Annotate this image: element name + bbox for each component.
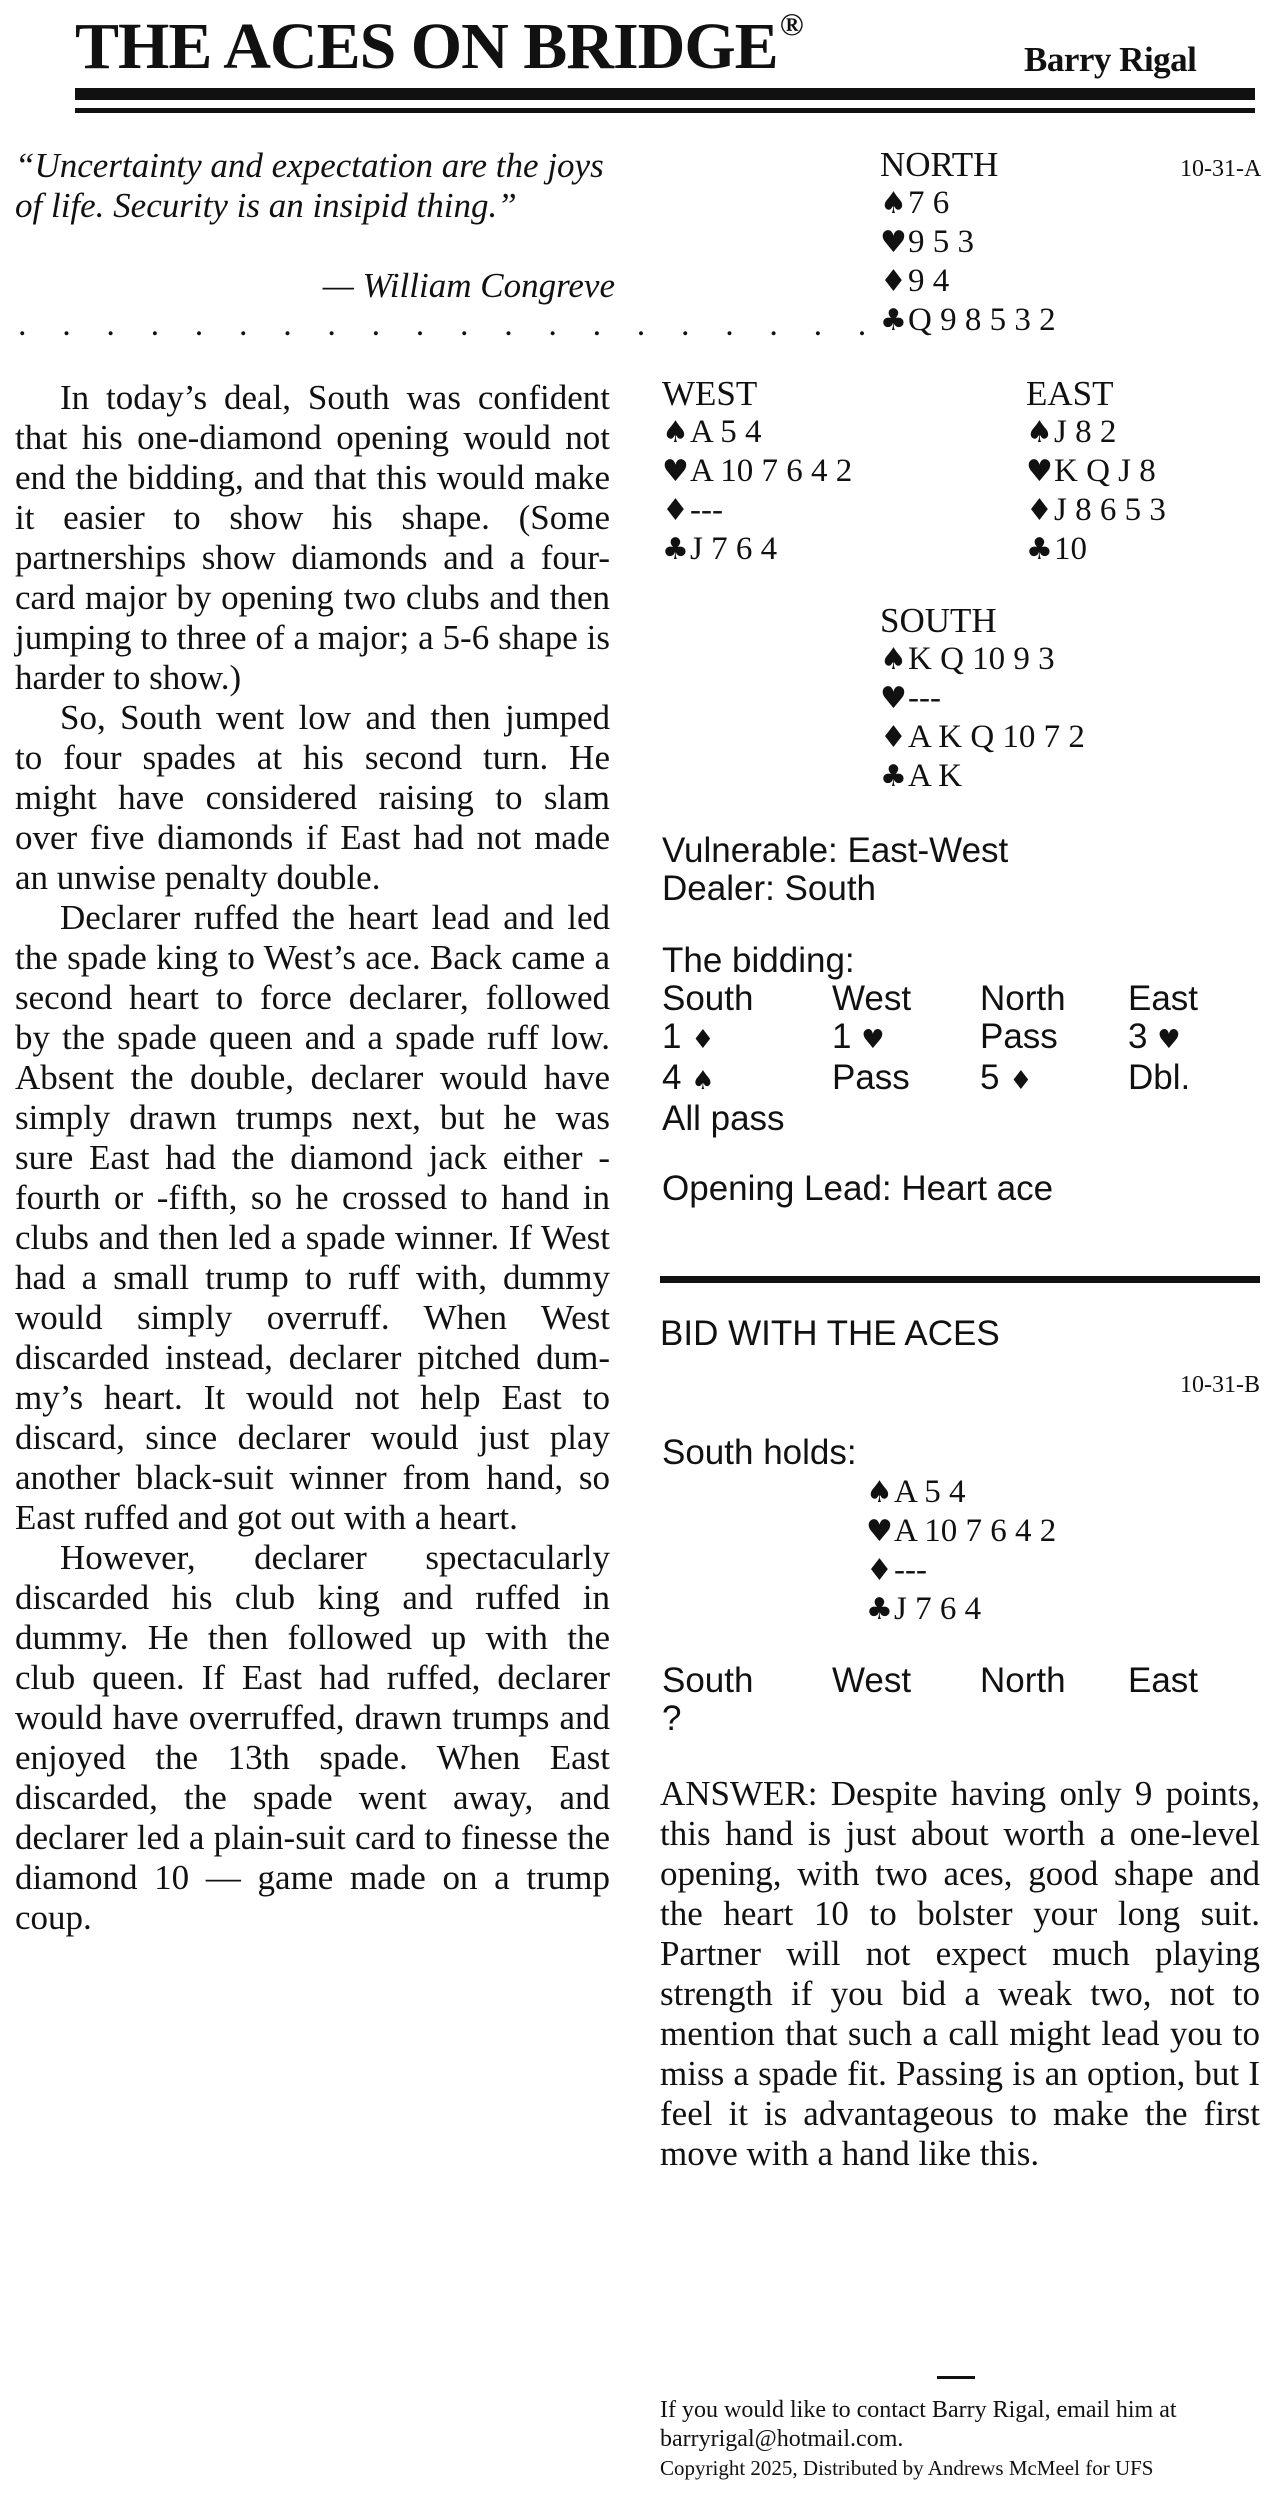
spade-icon: ♠ <box>1026 415 1053 450</box>
diamond-icon: ♦ <box>866 1553 893 1588</box>
article-paragraph: So, South went low and then jumped to four spades at his second turn. He might have considered raising to slam over five diamonds if East had not made an unwise penalty double. <box>15 698 610 897</box>
bid-cell: 1 ♥ <box>832 1017 885 1056</box>
bidding-table <box>662 980 1248 1138</box>
epigraph-quote: “Uncertainty and expectation are the joys of life. Security is an insipid thing.” <box>15 146 604 225</box>
diamond-icon: ♦ <box>662 493 689 528</box>
copyright: Copyright 2025, Distributed by Andrews McMeel for UFS <box>660 2456 1154 2480</box>
article-body <box>15 378 610 1938</box>
spade-icon: ♠ <box>880 186 907 221</box>
north-label: NORTH <box>880 145 999 184</box>
north-hand <box>880 146 1056 340</box>
heart-icon: ♥ <box>880 225 907 260</box>
diamond-icon: ♦ <box>691 1025 715 1055</box>
east-spades: J 8 2 <box>1054 414 1117 450</box>
auction-question: ? <box>662 1699 682 1738</box>
deal-conditions <box>662 832 1008 908</box>
auction-header: East <box>1128 1661 1199 1700</box>
dealer: Dealer: South <box>662 869 877 908</box>
problem-hand <box>866 1473 1056 1629</box>
epigraph-author: — William Congreve <box>322 266 615 305</box>
problem-diamonds: --- <box>894 1552 927 1588</box>
contact-info: If you would like to contact Barry Rigal, email him at barryrigal@hotmail.com. <box>660 2397 1177 2452</box>
club-icon: ♣ <box>1026 532 1053 567</box>
registered-mark: ® <box>779 6 803 42</box>
north-hearts: 9 5 3 <box>908 224 974 260</box>
bid-header: South <box>662 979 754 1018</box>
west-label: WEST <box>662 374 758 413</box>
footer <box>660 2396 1280 2483</box>
south-spades: K Q 10 9 3 <box>908 641 1055 677</box>
bid-with-aces-title: BID WITH THE ACES <box>660 1314 1000 1353</box>
west-hand <box>662 375 852 569</box>
bid-header: North <box>980 979 1066 1018</box>
article-paragraph: In today’s deal, South was confident that his one-diamond opening would not end the bidding, and that this would make it easier to show his shape. (Some partnerships show diamonds and a four-card major by opening two clubs and then jumping to three of a major; a 5-6 shape is harder to show.) <box>15 378 610 697</box>
auction-header: North <box>980 1661 1066 1700</box>
south-holds-label: South holds: <box>662 1433 857 1472</box>
south-hearts: --- <box>908 680 941 716</box>
south-label: SOUTH <box>880 601 997 640</box>
bid-cell: 1 ♦ <box>662 1017 715 1056</box>
club-icon: ♣ <box>880 303 907 338</box>
west-hearts: A 10 7 6 4 2 <box>690 453 853 489</box>
auction-header: West <box>832 1661 912 1700</box>
heart-icon: ♥ <box>861 1025 885 1055</box>
heart-icon: ♥ <box>662 454 689 489</box>
problem-clubs: J 7 6 4 <box>894 1591 982 1627</box>
problem-code: 10-31-B <box>1180 1372 1260 1398</box>
bid-cell: 3 ♥ <box>1128 1017 1181 1056</box>
bid-cell: Pass <box>832 1058 910 1097</box>
bid-cell: 4 ♠ <box>662 1058 715 1097</box>
north-diamonds: 9 4 <box>908 263 950 299</box>
problem-spades: A 5 4 <box>894 1474 966 1510</box>
east-hearts: K Q J 8 <box>1054 453 1156 489</box>
club-icon: ♣ <box>866 1592 893 1627</box>
article-paragraph: However, declarer spectacularly discarded his club king and ruffed in dummy. He then followed up with the club queen. If East had ruffed, declarer would have overruffed, drawn trumps and enjoyed the 13th spade. When East discarded, the spade went away, and declarer led a plain-suit card to finesse the diamond 10 — game made on a trump coup. <box>15 1538 610 1937</box>
south-diamonds: A K Q 10 7 2 <box>908 719 1085 755</box>
diamond-icon: ♦ <box>880 264 907 299</box>
bid-cell: 5 ♦ <box>980 1058 1033 1097</box>
bid-header: West <box>832 979 912 1018</box>
club-icon: ♣ <box>662 532 689 567</box>
east-clubs: 10 <box>1054 531 1087 567</box>
bid-cell: Dbl. <box>1128 1058 1191 1097</box>
bid-cell: All pass <box>662 1099 785 1138</box>
answer-text: ANSWER: Despite having only 9 points, this hand is just about worth a one-level opening, with two aces, good shape and the heart 10 to bolster your long suit. Partner will not expect much playing strength if you bid a weak two, not to mention that such a call might lead you to miss a spade fit. Passing is an option, but I feel it is advantageous to make the first move with a hand like this. <box>660 1774 1260 2173</box>
bid-cell: Pass <box>980 1017 1058 1056</box>
author-name: Barry Rigal <box>1024 40 1197 79</box>
vulnerability: Vulnerable: East-West <box>662 831 1009 870</box>
spade-icon: ♠ <box>880 642 907 677</box>
footer-dash <box>937 2376 975 2379</box>
club-icon: ♣ <box>880 759 907 794</box>
section-rule <box>660 1276 1260 1283</box>
article-paragraph: Declarer ruffed the heart lead and led the spade king to West’s ace. Back came a second heart to force declarer, followed by the spade queen and a spade ruff low. Absent the double, declarer would have simply drawn trumps next, but he was sure East had the diamond jack either -fourth or -fifth, so he crossed to hand in clubs and then led a spade winner. If West had a small trump to ruff with, dummy would simply overruff. When West discarded instead, declarer pitched dummy’s heart. It would not help East to discard, since declarer would just play another black-suit winner from hand, so East ruffed and got out with a heart. <box>15 898 610 1537</box>
heart-icon: ♥ <box>866 1514 893 1549</box>
north-clubs: Q 9 8 5 3 2 <box>908 302 1056 338</box>
spade-icon: ♠ <box>866 1475 893 1510</box>
spade-icon: ♠ <box>691 1066 715 1096</box>
diamond-icon: ♦ <box>880 720 907 755</box>
west-spades: A 5 4 <box>690 414 762 450</box>
auction-header: South <box>662 1661 754 1700</box>
diamond-icon: ♦ <box>1026 493 1053 528</box>
column-title: THE ACES ON BRIDGE® <box>75 6 803 83</box>
problem-auction <box>662 1662 1248 1738</box>
east-hand <box>1026 375 1166 569</box>
dotted-separator: . . . . . . . . . . . . . . . . . . . . <box>18 306 880 343</box>
deal-code: 10-31-A <box>1180 156 1262 182</box>
south-hand <box>880 602 1085 796</box>
header-rule-thin <box>75 108 1255 113</box>
east-label: EAST <box>1026 374 1114 413</box>
west-clubs: J 7 6 4 <box>690 531 778 567</box>
heart-icon: ♥ <box>1026 454 1053 489</box>
header-rule-thick <box>75 88 1255 100</box>
east-diamonds: J 8 6 5 3 <box>1054 492 1166 528</box>
problem-hearts: A 10 7 6 4 2 <box>894 1513 1057 1549</box>
west-diamonds: --- <box>690 492 723 528</box>
spade-icon: ♠ <box>662 415 689 450</box>
bidding-title: The bidding: <box>662 941 855 980</box>
diamond-icon: ♦ <box>1009 1066 1033 1096</box>
north-spades: 7 6 <box>908 185 950 221</box>
heart-icon: ♥ <box>1157 1025 1181 1055</box>
south-clubs: A K <box>908 758 963 794</box>
opening-lead: Opening Lead: Heart ace <box>662 1169 1054 1208</box>
bid-header: East <box>1128 979 1199 1018</box>
heart-icon: ♥ <box>880 681 907 716</box>
